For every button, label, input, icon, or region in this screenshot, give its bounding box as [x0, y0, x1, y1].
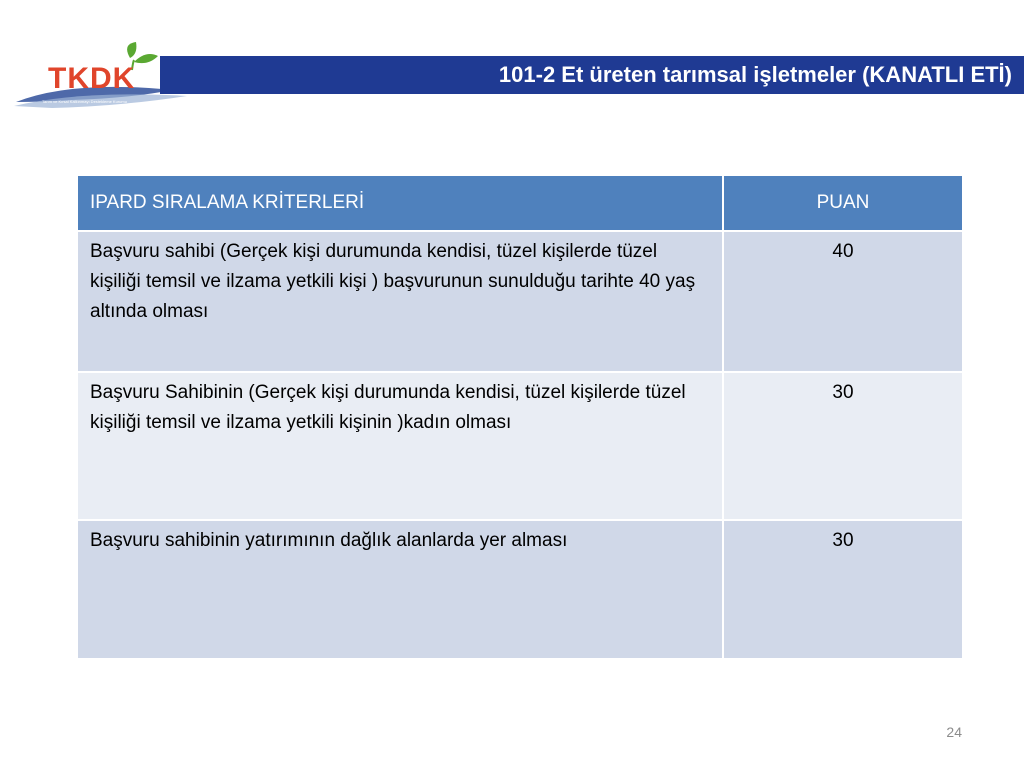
- table-row: [77, 372, 963, 520]
- criterion-cell: Başvuru Sahibinin (Gerçek kişi durumunda kendisi, tüzel kişilerde tüzel kişiliği temsil ve ilzama yetkili kişinin )kadın olması: [77, 372, 723, 520]
- criteria-table: [76, 174, 964, 660]
- score-cell: 40: [723, 231, 963, 372]
- table-header-row: [77, 175, 963, 231]
- table-row: [77, 520, 963, 659]
- column-header-criteria: IPARD SIRALAMA KRİTERLERİ: [77, 175, 723, 231]
- svg-text:Tarım ve Kırsal Kalkınmayı Des: Tarım ve Kırsal Kalkınmayı Destekleme Kurumu: [42, 99, 127, 104]
- slide-title: 101-2 Et üreten tarımsal işletmeler (KANATLI ETİ): [498, 62, 1012, 87]
- score-cell: 30: [723, 520, 963, 659]
- svg-text:TKDK: TKDK: [48, 62, 136, 95]
- page-number: 24: [946, 724, 962, 740]
- column-header-score: PUAN: [723, 175, 963, 231]
- criterion-cell: Başvuru sahibi (Gerçek kişi durumunda kendisi, tüzel kişilerde tüzel kişiliği temsil ve ilzama yetkili kişi ) başvurunun sunulduğu tarihte 40 yaş altında olması: [77, 231, 723, 372]
- title-bar: [160, 56, 1024, 94]
- criterion-cell: Başvuru sahibinin yatırımının dağlık alanlarda yer alması: [77, 520, 723, 659]
- table-row: [77, 231, 963, 372]
- score-cell: 30: [723, 372, 963, 520]
